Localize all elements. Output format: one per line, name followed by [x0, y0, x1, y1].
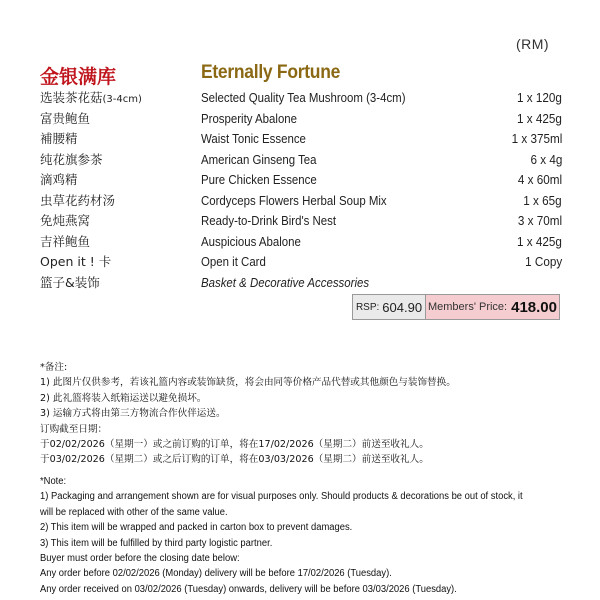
- note-line: 2) 此礼篮将装入纸箱运送以避免损坏。: [40, 392, 207, 404]
- item-name-english: Ready-to-Drink Bird's Nest: [201, 213, 337, 228]
- item-name-english: American Ginseng Tea: [201, 151, 317, 167]
- note-line: Any order before 02/02/2026 (Monday) delivery will be before 17/02/2026 (Tuesday).: [40, 568, 392, 580]
- currency-label: (RM): [516, 36, 550, 52]
- item-name-english: Basket & Decorative Accessories: [201, 274, 370, 290]
- note-line: 3) This item will be fulfilled by third party logistic partner.: [40, 537, 273, 549]
- list-item: [40, 273, 562, 294]
- item-name-chinese: 富贵鲍鱼: [40, 110, 91, 126]
- rsp-price: [353, 295, 426, 319]
- members-price-label: Members' Price:: [427, 301, 508, 313]
- note-line: will be replaced with other of the same value.: [40, 506, 228, 518]
- list-item: [40, 129, 562, 150]
- item-quantity: 1 x 425g: [517, 110, 562, 126]
- item-list: [40, 88, 562, 293]
- price-box: [352, 294, 560, 320]
- item-name-chinese: 虫草花药材汤: [40, 192, 116, 208]
- item-name-chinese: 选装茶花菇(3-4cm): [40, 90, 142, 105]
- product-title-chinese: 金银满库: [40, 66, 117, 88]
- list-item: [40, 109, 562, 130]
- note-line: 于03/02/2026（星期二）或之后订购的订单，将在03/03/2026（星期二）前送至收礼人。: [40, 454, 429, 466]
- item-quantity: 1 x 120g: [517, 90, 562, 105]
- item-name-chinese: 滴鸡精: [40, 172, 78, 187]
- notes-chinese: [40, 360, 570, 468]
- item-name-chinese: 纯花旗参茶: [40, 151, 103, 167]
- product-title-english: Eternally Fortune: [201, 62, 341, 83]
- list-item: [40, 232, 562, 253]
- members-price-value: 418.00: [511, 298, 557, 316]
- note-line: Any order received on 03/02/2026 (Tuesday) onwards, delivery will be before 03/03/2026 (Tuesday).: [40, 583, 457, 595]
- list-item: [40, 191, 562, 212]
- item-quantity: 1 x 425g: [517, 233, 562, 249]
- item-quantity: 6 x 4g: [530, 151, 562, 167]
- item-quantity: 1 Copy: [524, 254, 562, 269]
- item-name-english: Cordyceps Flowers Herbal Soup Mix: [201, 192, 387, 208]
- item-quantity: 3 x 70ml: [517, 213, 562, 228]
- item-quantity: 4 x 60ml: [517, 172, 562, 187]
- list-item: [40, 150, 562, 171]
- note-line: *备注:: [40, 362, 68, 373]
- item-name-chinese: Open it ! 卡: [40, 254, 112, 269]
- list-item: [40, 211, 562, 232]
- notes-english: [40, 474, 570, 597]
- item-name-english: Auspicious Abalone: [201, 233, 301, 249]
- item-name-chinese: 補腰精: [40, 131, 78, 146]
- item-quantity: 1 x 375ml: [511, 131, 562, 146]
- note-line: 2) This item will be wrapped and packed in carton box to prevent damages.: [40, 522, 353, 534]
- note-line: 于02/02/2026（星期一）或之前订购的订单，将在17/02/2026（星期二）前送至收礼人。: [40, 439, 429, 451]
- item-quantity: 1 x 65g: [523, 192, 562, 208]
- note-line: 1) Packaging and arrangement shown are for visual purposes only. Should products & decorations be out of stock, it: [40, 491, 523, 503]
- item-name-english: Open it Card: [201, 254, 266, 269]
- item-name-english: Selected Quality Tea Mushroom (3-4cm): [201, 90, 406, 105]
- item-name-chinese: 免炖燕窝: [40, 213, 91, 228]
- note-line: 3) 运输方式将由第三方物流合作伙伴运送。: [40, 408, 226, 420]
- item-name-english: Prosperity Abalone: [201, 110, 298, 126]
- note-line: 订购截至日期：: [40, 423, 108, 435]
- rsp-label: RSP:: [355, 301, 380, 313]
- members-price: [426, 295, 559, 319]
- list-item: [40, 170, 562, 191]
- item-name-chinese: 吉祥鲍鱼: [40, 233, 91, 249]
- note-line: *Note:: [40, 476, 67, 487]
- list-item: [40, 252, 562, 273]
- rsp-value: 604.90: [382, 299, 423, 315]
- note-line: Buyer must order before the closing date below:: [40, 553, 240, 565]
- item-name-english: Waist Tonic Essence: [201, 131, 306, 146]
- item-name-english: Pure Chicken Essence: [201, 172, 317, 187]
- note-line: 1) 此图片仅供参考，若该礼篮内容或装饰缺货，将会由同等价格产品代替或其他颜色与装饰替换。: [40, 377, 456, 389]
- item-name-chinese: 篮子&装饰: [40, 274, 100, 290]
- list-item: [40, 88, 562, 109]
